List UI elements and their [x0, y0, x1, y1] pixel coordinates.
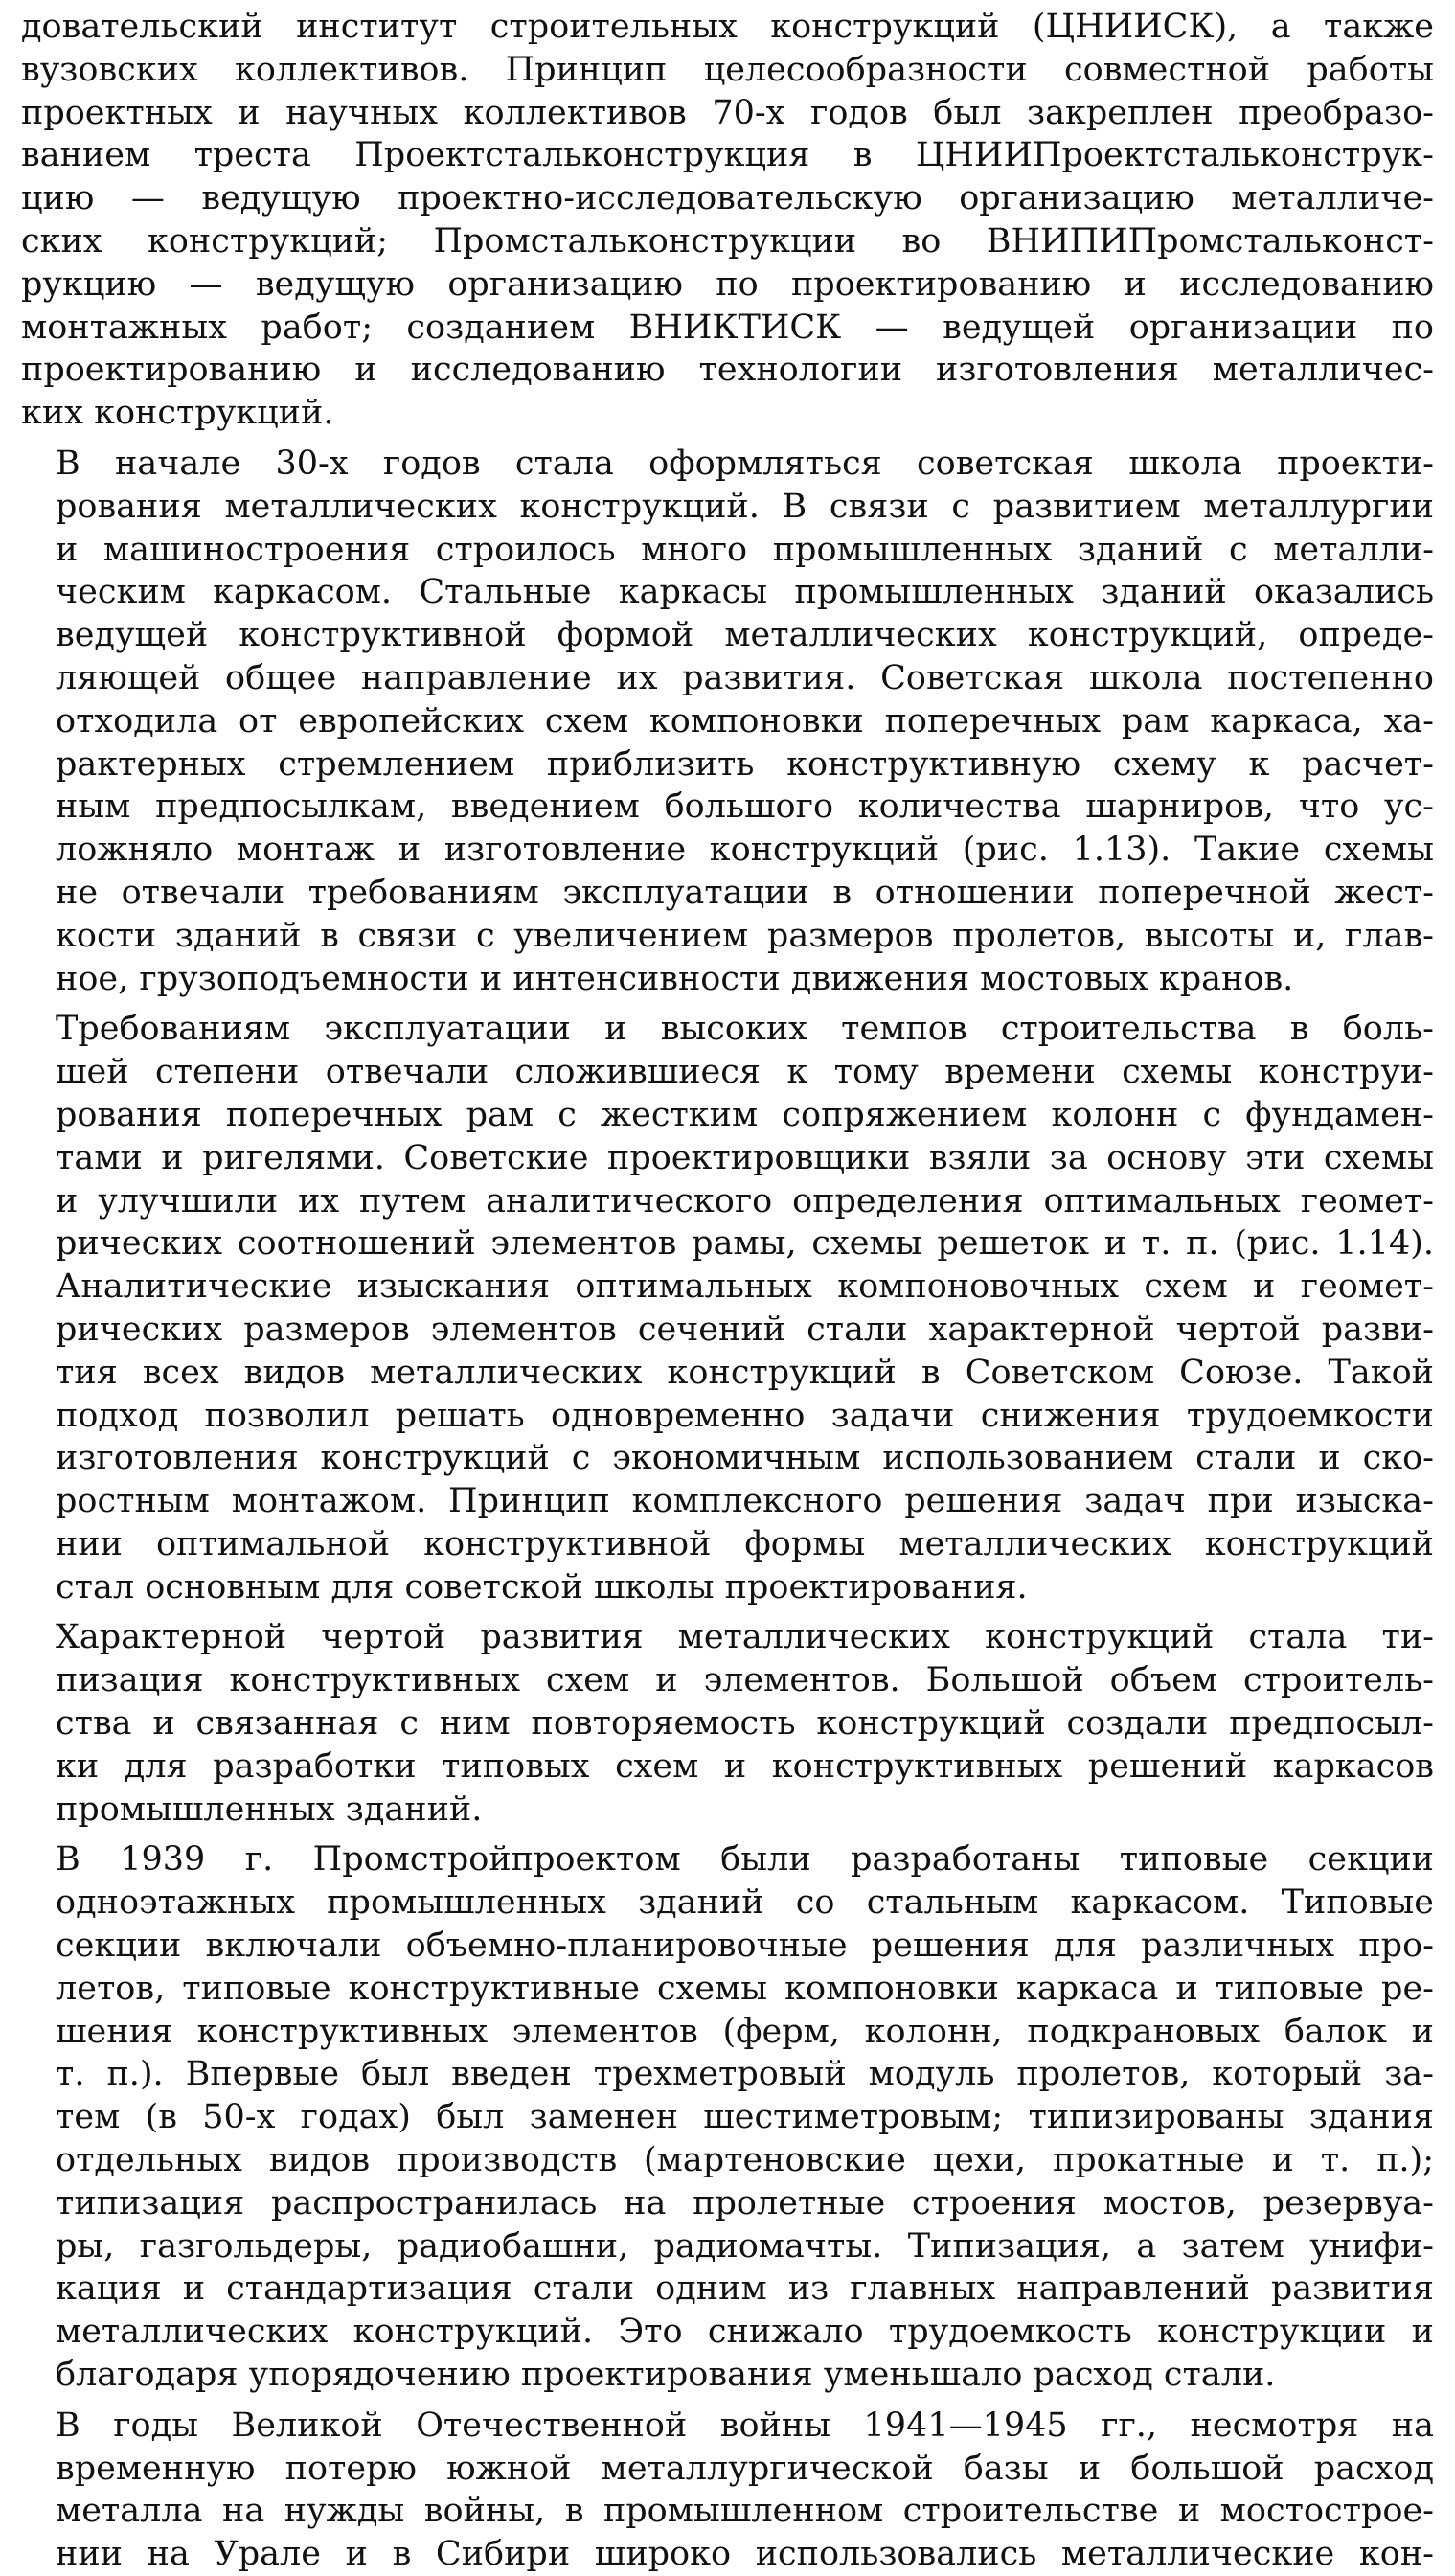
text-line: Требованиям эксплуатации и высоких темпов строительства в боль- [56, 1010, 1434, 1049]
text-line: ких конструкций. [21, 394, 334, 433]
text-line: металла на нужды войны, в промышленном строительстве и мостострое- [56, 2492, 1434, 2531]
text-line: и улучшили их путем аналитического определения оптимальных геомет- [56, 1181, 1434, 1220]
text-line: монтажных работ; созданием ВНИКТИСК — ведущей организации по [21, 308, 1434, 347]
paragraph-6 [21, 2405, 1434, 2576]
text-line: ских конструкций; Промстальконструкции во ВНИПИПромстальконст- [21, 221, 1434, 261]
text-line: одноэтажных промышленных зданий со стальным каркасом. Типовые [56, 1883, 1434, 1923]
text-line: промышленных зданий. [56, 1790, 483, 1829]
paragraph-4 [21, 1616, 1434, 1831]
text-line: ляющей общее направление их развития. Советская школа постепенно [56, 658, 1434, 697]
text-line: временную потерю южной металлургической базы и большой расход [56, 2449, 1434, 2488]
text-line: цию — ведущую проектно-исследовательскую организацию металличе- [21, 179, 1434, 218]
text-line: пизация конструктивных схем и элементов. Большой объем строитель- [56, 1661, 1434, 1700]
text-line: ростным монтажом. Принцип комплексного решения задач при изыска- [56, 1482, 1434, 1521]
text-line: летов, типовые конструктивные схемы компоновки каркаса и типовые ре- [56, 1969, 1434, 2008]
paragraph-1 [21, 6, 1434, 435]
text-line: ческим каркасом. Стальные каркасы промышленных зданий оказались [56, 573, 1434, 612]
text-line: нии на Урале и в Сибири широко использовались металлические кон- [56, 2535, 1434, 2574]
text-line: ства и связанная с ним повторяемость конструкций создали предпосыл- [56, 1704, 1434, 1744]
text-line: Аналитические изыскания оптимальных компоновочных схем и геомет- [56, 1267, 1434, 1307]
text-line: кация и стандартизация стали одним из главных направлений развития [56, 2269, 1434, 2309]
text-line: ванием треста Проектстальконструкция в ЦНИИПроектстальконструк- [21, 136, 1434, 175]
text-line: вузовских коллективов. Принцип целесообразности совместной работы [21, 50, 1434, 89]
text-line: ры, газгольдеры, радиобашни, радиомачты. Типизация, а затем унифи- [56, 2226, 1434, 2266]
text-line: довательский институт строительных конструкций (ЦНИИСК), а также [21, 8, 1434, 46]
text-line: металлических конструкций. Это снижало трудоемкость конструкции и [56, 2313, 1434, 2352]
text-line: кости зданий в связи с увеличением размеров пролетов, высоты и, глав- [56, 916, 1434, 955]
text-line: ки для разработки типовых схем и конструктивных решений каркасов [56, 1746, 1434, 1786]
text-line: рактерных стремлением приблизить конструктивную схему к расчет- [56, 744, 1434, 784]
text-line: отдельных видов производств (мартеновские цехи, прокатные и т. п.); [56, 2141, 1434, 2180]
text-line: тами и ригелями. Советские проектировщики взяли за основу эти схемы [56, 1138, 1434, 1177]
text-line: изготовления конструкций с экономичным использованием стали и ско- [56, 1439, 1434, 1478]
text-line: ное, грузоподъемности и интенсивности движения мостовых кранов. [56, 959, 1294, 998]
document-body [21, 6, 1434, 2576]
text-line: шей степени отвечали сложившиеся к тому времени схемы конструи- [56, 1053, 1434, 1092]
text-line: рования поперечных рам с жестким сопряжением колонн с фундамен- [56, 1095, 1434, 1134]
text-line: подход позволил решать одновременно задачи снижения трудоемкости [56, 1396, 1434, 1435]
text-line: стал основным для советской школы проектирования. [56, 1567, 1028, 1607]
text-line: не отвечали требованиям эксплуатации в отношении поперечной жест- [56, 873, 1434, 912]
text-line: типизация распространилась на пролетные строения мостов, резервуа- [56, 2183, 1434, 2223]
text-line: т. п.). Впервые был введен трехметровый модуль пролетов, который за- [56, 2055, 1434, 2094]
paragraph-5 [21, 1838, 1434, 2396]
text-line: нии оптимальной конструктивной формы металлических конструкций [56, 1524, 1434, 1563]
text-line: рических размеров элементов сечений стали характерной чертой разви- [56, 1310, 1434, 1349]
text-line: отходила от европейских схем компоновки поперечных рам каркаса, ха- [56, 701, 1434, 741]
text-line: В 1939 г. Промстройпроектом были разработаны типовые секции [56, 1840, 1434, 1880]
text-line: ведущей конструктивной формой металлических конструкций, опреде- [56, 616, 1434, 655]
text-line: благодаря упорядочению проектирования уменьшало расход стали. [56, 2356, 1276, 2395]
text-line: Характерной чертой развития металлических конструкций стала ти- [56, 1618, 1434, 1657]
paragraph-2 [21, 443, 1434, 1000]
text-line: рования металлических конструкций. В связи с развитием металлургии [56, 487, 1434, 526]
text-line: ложняло монтаж и изготовление конструкций (рис. 1.13). Такие схемы [56, 831, 1434, 870]
text-line: шения конструктивных элементов (ферм, колонн, подкрановых балок и [56, 2012, 1434, 2051]
text-line: рических соотношений элементов рамы, схемы решеток и т. п. (рис. 1.14). [56, 1224, 1434, 1264]
text-line: тия всех видов металлических конструкций в Советском Союзе. Такой [56, 1353, 1434, 1392]
text-line: тем (в 50-х годах) был заменен шестиметровым; типизированы здания [56, 2098, 1434, 2137]
text-line: секции включали объемно-планировочные решения для различных про- [56, 1926, 1434, 1966]
paragraph-3 [21, 1008, 1434, 1608]
text-line: рукцию — ведущую организацию по проектированию и исследованию [21, 264, 1434, 304]
text-line: В годы Великой Отечественной войны 1941—1945 гг., несмотря на [56, 2405, 1434, 2445]
text-line: ным предпосылкам, введением большого количества шарниров, что ус- [56, 787, 1434, 827]
text-line: проектных и научных коллективов 70-х годов был закреплен преобразо- [21, 93, 1434, 132]
text-line: В начале 30-х годов стала оформляться советская школа проекти- [56, 444, 1434, 483]
text-line: и машиностроения строилось много промышленных зданий с металли- [56, 530, 1434, 569]
text-line: проектированию и исследованию технологии изготовления металличес- [21, 351, 1434, 390]
